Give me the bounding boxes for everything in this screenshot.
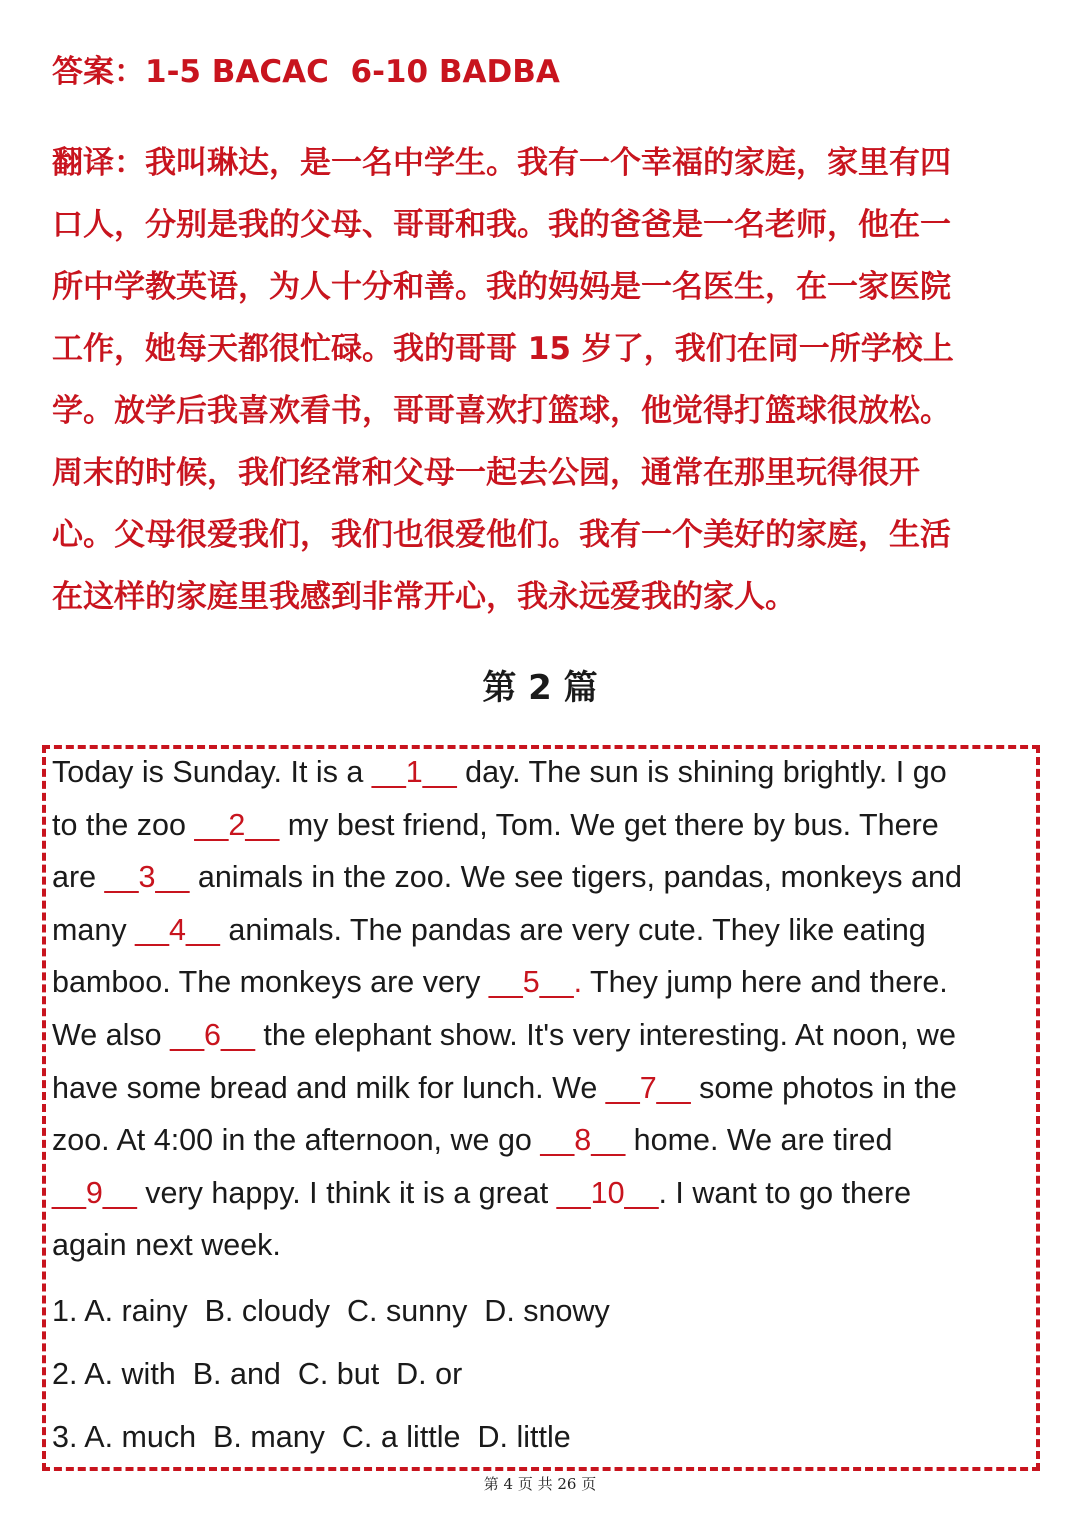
blank-8: __8__: [540, 1123, 626, 1158]
translation-line: 在这样的家庭里我感到非常开心，我永远爱我的家人。: [52, 579, 796, 615]
passage-text: Today is Sunday. It is a: [52, 755, 372, 789]
blank-5: __5__.: [488, 965, 583, 1000]
passage-text: animals in the zoo. We see tigers, pandas, monkeys and: [189, 860, 962, 895]
passage-text: bamboo. The monkeys are very: [52, 965, 489, 1000]
passage-text: zoo. At 4:00 in the afternoon, we go: [52, 1123, 541, 1158]
passage-text: . I want to go there: [658, 1175, 912, 1210]
passage-text: the elephant show. It's very interesting. At noon, we: [254, 1017, 956, 1052]
passage-line: [52, 1167, 1037, 1220]
passage-text: animals. The pandas are very cute. They like eating: [219, 912, 926, 947]
passage-text: have some bread and milk for lunch. We: [52, 1070, 606, 1105]
passage-line: [52, 956, 1037, 1009]
blank-9: __9__: [52, 1175, 137, 1210]
option-row-3: 3. A. much B. many C. a little D. little: [52, 1420, 571, 1454]
passage-text: We also: [52, 1017, 171, 1052]
passage-text: many: [52, 912, 136, 947]
translation-line: 学。放学后我喜欢看书，哥哥喜欢打篮球，他觉得打篮球很放松。: [52, 393, 951, 429]
passage-text: very happy. I think it is a great: [136, 1175, 557, 1210]
answer-options: [52, 1280, 610, 1469]
passage-line: [52, 1062, 1037, 1115]
passage-line: [52, 1009, 1037, 1062]
section-title: 第 2 篇: [482, 668, 598, 708]
translation-line: 翻译：我叫琳达，是一名中学生。我有一个幸福的家庭，家里有四: [52, 145, 951, 181]
translation-line: 工作，她每天都很忙碌。我的哥哥 15 岁了，我们在同一所学校上: [52, 331, 954, 367]
passage-text: home. We are tired: [625, 1123, 893, 1158]
blank-4: __4__: [135, 912, 220, 947]
translation-line: 口人，分别是我的父母、哥哥和我。我的爸爸是一名老师，他在一: [52, 207, 951, 243]
passage-text: my best friend, Tom. We get there by bus. There: [279, 807, 939, 842]
blank-7: __7__: [605, 1070, 691, 1105]
blank-1: __1__: [371, 755, 457, 789]
option-row-2: 2. A. with B. and C. but D. or: [52, 1357, 463, 1391]
passage-line: [52, 799, 1037, 852]
translation-line: 周末的时候，我们经常和父母一起去公园，通常在那里玩得很开: [52, 455, 920, 491]
translation-line: 所中学教英语，为人十分和善。我的妈妈是一名医生，在一家医院: [52, 269, 951, 305]
passage-line: [52, 746, 1037, 799]
passage-line: [52, 904, 1037, 957]
blank-3: __3__: [104, 860, 190, 895]
answer-key: 答案：1-5 BACAC 6-10 BADBA: [52, 54, 560, 90]
translation-line: 心。父母很爱我们，我们也很爱他们。我有一个美好的家庭，生活: [52, 517, 951, 553]
passage-text: day. The sun is shining brightly. I go: [456, 755, 947, 789]
cloze-passage: [52, 746, 1037, 1272]
passage-text: some photos in the: [690, 1070, 957, 1105]
passage-line: again next week.: [52, 1228, 281, 1263]
blank-2: __2__: [194, 807, 280, 842]
passage-line: [52, 851, 1037, 904]
passage-text: They jump here and there.: [582, 965, 948, 1000]
blank-6: __6__: [170, 1017, 255, 1052]
blank-10: __10__: [556, 1175, 659, 1210]
passage-line: [52, 1114, 1037, 1167]
passage-text: to the zoo: [52, 807, 195, 842]
page-footer: 第 4 页 共 26 页: [483, 1475, 597, 1493]
passage-text: are: [52, 860, 105, 895]
option-row-1: 1. A. rainy B. cloudy C. sunny D. snowy: [52, 1294, 610, 1328]
translation-paragraph: [52, 132, 1012, 628]
